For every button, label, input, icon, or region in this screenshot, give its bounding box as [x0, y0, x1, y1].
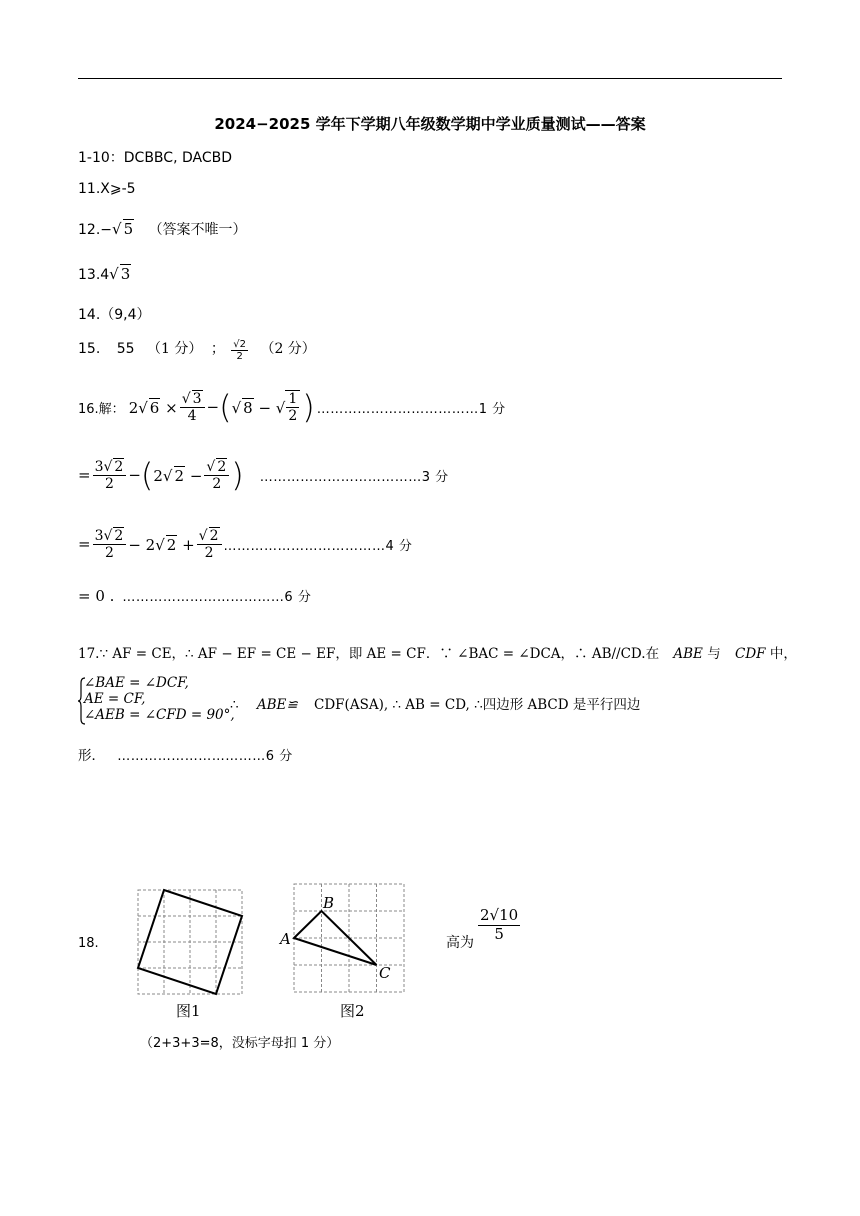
figure-1 [134, 886, 246, 998]
q17-congruence-a: ABE≌ [256, 697, 298, 713]
answer-15-score2: （2 分） [260, 341, 316, 357]
point-b-label: B [323, 894, 335, 912]
q16-step1-score: ………………………………1 分 [316, 401, 506, 417]
q18-height-den: 5 [494, 924, 504, 943]
q17-triangle-cdf: CDF [735, 646, 766, 662]
figure-2-caption: 图2 [340, 1002, 365, 1020]
answer-15-prefix: 15. [78, 341, 101, 357]
q16-result: = 0 . [78, 586, 115, 605]
q17-line3 [78, 744, 293, 764]
point-c-label: C [379, 964, 391, 982]
q16-step3: = $\frac{3√ 2}{2}$ − 2√ 2 + $\frac{√ 2}{2}$ ………………………………4 分 [78, 527, 413, 561]
page-title: 2024−2025 学年下学期八年级数学期中学业质量测试——答案 [214, 115, 646, 133]
q17-condition-2: AE = CF, [84, 691, 146, 707]
q16-step1: 16.解： 2√ 6 × $\frac{√ 3}{4}$ − ( √ 8 − √ $\frac{1}{2}$ ) ………………………………1 分 [78, 388, 506, 426]
q17-with: 与 [707, 646, 721, 662]
top-rule [78, 78, 782, 79]
answer-12-prefix: 12.− [78, 222, 112, 238]
answer-15-value: 55 [116, 341, 135, 357]
q17-statement: 17.∵ AF = CE，∴ AF − EF = CE − EF，即 AE = CF．∵ ∠BAC = ∠DCA，∴ AB//CD.在 [78, 646, 660, 662]
q16-step4-score: ………………………………6 分 [122, 590, 312, 605]
q18-height-num: 2√10 [480, 906, 519, 925]
q17-score: ……………………………6 分 [117, 749, 293, 764]
q18-height [446, 900, 522, 950]
q17-zhong: 中， [769, 646, 797, 662]
q17-line3-text: 形． [78, 748, 105, 764]
figure-1-caption: 图1 [176, 1002, 201, 1020]
answer-11: 11.X⩾-5 [78, 181, 136, 197]
q17-triangle-abe: ABE [673, 646, 703, 662]
q17-congruence-b: CDF(ASA), ∴ AB = CD, ∴四边形 ABCD 是平行四边 [314, 697, 641, 713]
q18-note: （2+3+3=8，没标字母扣 1 分） [140, 1036, 340, 1051]
q16-step3-score: ………………………………4 分 [223, 538, 413, 554]
answer-15-frac-den: 2 [236, 351, 243, 362]
q17-therefore: ∴ [230, 697, 239, 713]
answer-12-radicand: 5 [123, 220, 134, 238]
q17-condition-1: ∠BAE = ∠DCF, [84, 675, 189, 691]
answer-12: 12.−√ 5 （答案不唯一） [78, 220, 247, 238]
answer-13: 13.4√ 3 [78, 265, 131, 283]
answer-1-10: 1-10：DCBBC, DACBD [78, 150, 232, 166]
answer-15 [78, 338, 316, 363]
q17-line1 [78, 642, 797, 662]
q16-step2-score: ………………………………3 分 [259, 469, 449, 485]
q17-condition-3: ∠AEB = ∠CFD = 90°, [84, 707, 235, 723]
answer-14: 14.（9,4） [78, 307, 151, 323]
q18-height-fraction [478, 907, 520, 943]
q16-step2: = $\frac{3√ 2}{2}$ − ( 2√ 2 − $\frac{√ 2}{2}$ ) ………………………………3 分 [78, 456, 449, 494]
answer-13-prefix: 13.4 [78, 267, 110, 283]
answer-15-fraction [231, 339, 248, 363]
q18-label: 18. [78, 936, 99, 951]
answer-15-frac-num: √2 [233, 338, 246, 350]
answer-15-sep: ； [210, 341, 225, 357]
q16-step4 [78, 586, 311, 605]
figure-2 [278, 880, 410, 996]
q16-label: 16.解： [78, 401, 125, 417]
answer-12-note: （答案不唯一） [148, 222, 247, 238]
point-a-label: A [280, 930, 291, 948]
q18-height-label: 高为 [446, 935, 474, 951]
answer-13-radicand: 3 [120, 265, 131, 283]
answer-15-score1: （1 分） [147, 341, 203, 357]
